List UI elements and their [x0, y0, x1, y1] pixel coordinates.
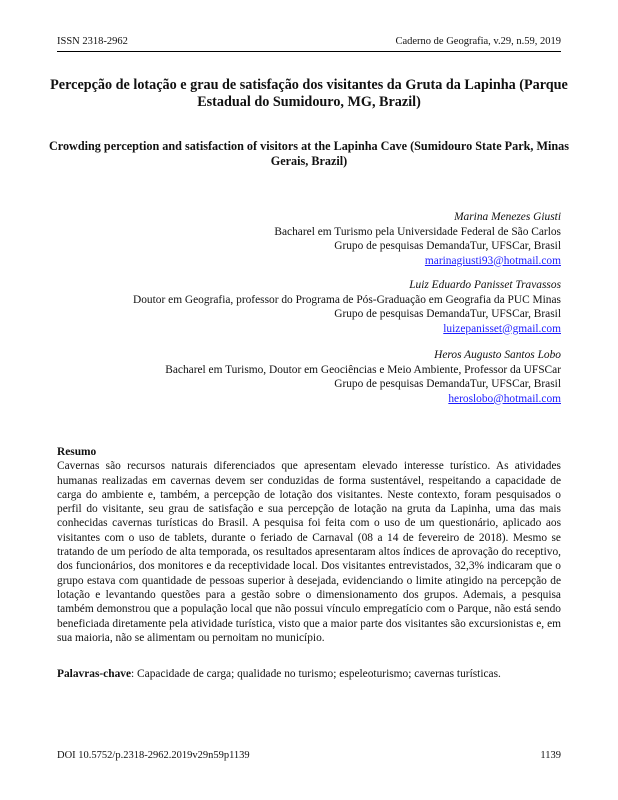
doi: DOI 10.5752/p.2318-2962.2019v29n59p1139	[57, 750, 250, 761]
abstract-text: Cavernas são recursos naturais diferenciados que apresentam elevado interesse turístico. As atividades humanas realizadas em cavernas devem ser conduzidas de forma sustentável, respeitando a capacidade de carga do ambiente e, também, a percepção de lotação dos visitantes. Neste contexto, foram pesquisados o perfil do visitante, seu grau de satisfação e sua percepção de lotação na gruta da Lapinha, uma das mais conhecidas cavernas turísticas do Brasil. A pesquisa foi feita com o uso de um questionário, aplicado aos visitantes com o uso de tablets, durante o feriado de Carnaval (08 a 14 de fevereiro de 2018). Mesmo se tratando de um período de alta temporada, os resultados apresentaram altos índices de aprovação do receptivo, dos funcionários, dos monitores e da receptividade local. Dos visitantes entrevistados, 32,3% indicaram que o grupo estava com quantidade de pessoas superior à desejada, evidenciando o limite atingido na percepção de lotação e levantando questões para a gestão sobre o dimensionamento dos grupos. Ademais, a pesquisa também demonstrou que a população local que não possui vínculo empregatício com o Parque, não está sendo beneficiada diretamente pela atividade turística, visto que a maior parte dos visitantes são excursionistas e, em sua maioria, não se alimentam ou pernoitam no município.	[57, 460, 561, 644]
title-portuguese: Percepção de lotação e grau de satisfação dos visitantes da Gruta da Lapinha (Parque Estadual do Sumidouro, MG, Brazil)	[50, 77, 568, 110]
keywords-text: : Capacidade de carga; qualidade no turismo; espeleoturismo; cavernas turísticas.	[131, 668, 501, 680]
author-affiliation: Doutor em Geografia, professor do Programa de Pós-Graduação em Geografia da PUC Minas	[133, 293, 561, 306]
author-email-link[interactable]: heroslobo@hotmail.com	[448, 392, 561, 405]
author-block	[274, 210, 561, 268]
page-footer	[57, 750, 561, 761]
author-name: Heros Augusto Santos Lobo	[434, 349, 561, 361]
author-group: Grupo de pesquisas DemandaTur, UFSCar, Brasil	[334, 240, 561, 252]
abstract-heading: Resumo	[57, 446, 97, 458]
author-affiliation: Bacharel em Turismo, Doutor em Geociências e Meio Ambiente, Professor da UFSCar	[165, 363, 561, 376]
abstract-section	[57, 445, 561, 645]
issn: ISSN 2318-2962	[57, 36, 128, 47]
author-email-link[interactable]: luizepanisset@gmail.com	[443, 322, 561, 335]
author-block	[165, 348, 561, 406]
author-group: Grupo de pesquisas DemandaTur, UFSCar, Brasil	[334, 378, 561, 390]
author-block	[133, 278, 561, 336]
journal-citation: Caderno de Geografia, v.29, n.59, 2019	[395, 36, 561, 47]
keywords-label: Palavras-chave	[57, 668, 132, 680]
author-name: Luiz Eduardo Panisset Travassos	[409, 279, 561, 291]
running-header	[57, 36, 561, 52]
keywords-line	[57, 667, 561, 681]
page-number: 1139	[540, 750, 561, 761]
author-name: Marina Menezes Giusti	[454, 211, 561, 223]
title-english: Crowding perception and satisfaction of visitors at the Lapinha Cave (Sumidouro State Park, Minas Gerais, Brazil)	[48, 139, 570, 168]
author-group: Grupo de pesquisas DemandaTur, UFSCar, Brasil	[334, 308, 561, 320]
author-affiliation: Bacharel em Turismo pela Universidade Federal de São Carlos	[274, 225, 561, 238]
author-email-link[interactable]: marinagiusti93@hotmail.com	[424, 254, 561, 267]
